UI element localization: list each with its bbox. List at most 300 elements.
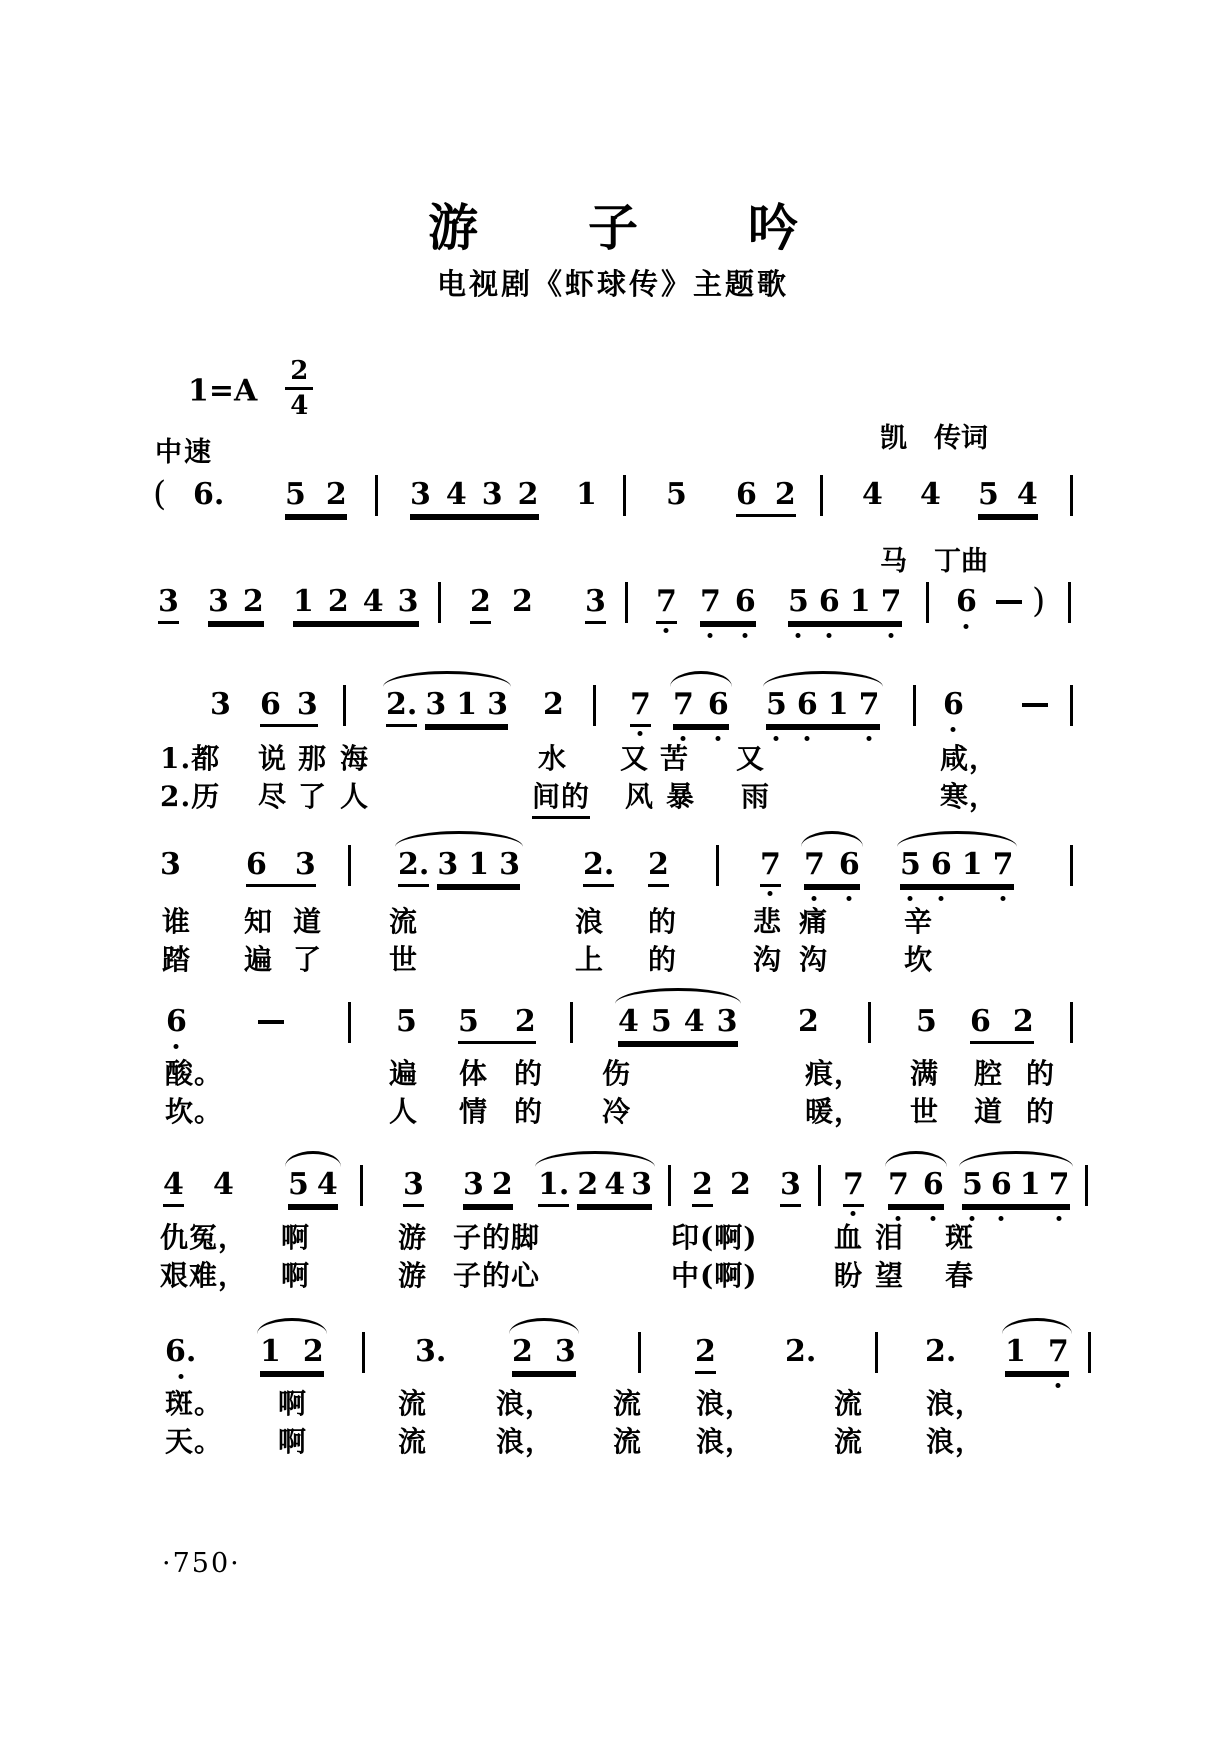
note: 7: [881, 585, 902, 619]
note: 5: [916, 1004, 937, 1039]
barline: [1070, 1002, 1073, 1043]
lyric-syllable: 酸。: [165, 1057, 224, 1090]
lyric-syllable: 咸，: [940, 742, 999, 775]
lyric-syllable: 又: [620, 742, 650, 775]
low-octave-dot: [743, 633, 748, 638]
lyric-syllable: 的: [648, 943, 678, 976]
lyric-line: [0, 1052, 1226, 1090]
note-group: [158, 585, 179, 624]
note-group: [543, 688, 564, 724]
note: 2: [325, 477, 347, 512]
lyric-syllable: 风: [625, 780, 655, 813]
lyric-syllable: 暖，: [805, 1095, 864, 1128]
lyric-syllable: 满: [910, 1057, 940, 1090]
music-line: [0, 848, 1226, 884]
note-group: [788, 585, 902, 624]
note-group: [260, 1335, 324, 1374]
slur-group: [386, 688, 508, 727]
lyric-syllable: 游: [398, 1259, 428, 1292]
lyric-syllable: 子的心: [453, 1259, 541, 1292]
note: 3: [425, 687, 447, 722]
note-group: [403, 1168, 424, 1207]
lyric-syllable: 啊: [278, 1387, 308, 1420]
lyric-syllable: 了: [298, 780, 328, 813]
lyric-syllable: 痛: [799, 905, 829, 938]
note: 6.: [165, 1335, 196, 1369]
note: 2: [242, 584, 264, 619]
note-group: [213, 1168, 234, 1204]
lyric-syllable: 情: [459, 1095, 489, 1128]
barline: [360, 1165, 363, 1206]
lyric-syllable: 浪，: [926, 1425, 985, 1458]
barline: [362, 1332, 365, 1373]
note: 1: [1019, 1167, 1041, 1202]
low-octave-dot: [768, 891, 773, 896]
song-subtitle: 电视剧《虾球传》主题歌: [436, 267, 789, 301]
note: 2: [774, 477, 796, 512]
note-group: [512, 585, 533, 621]
barline: [1088, 1332, 1091, 1373]
note: 2: [695, 1334, 716, 1369]
lyric-syllable: 的: [514, 1057, 544, 1090]
note-group: [246, 848, 316, 887]
note: 6: [923, 1168, 944, 1202]
note: 3: [554, 1334, 576, 1369]
note-group: [648, 848, 669, 887]
parenthesis-mark: ): [1032, 581, 1046, 621]
lyric-syllable: 悲: [753, 905, 783, 938]
barline: [1070, 475, 1073, 516]
note-group: [585, 585, 606, 624]
note-group: [1005, 1335, 1069, 1374]
note: 2: [512, 1334, 533, 1369]
note: 3: [403, 1167, 424, 1202]
note: 7: [804, 848, 825, 882]
time-signature-denominator: 4: [290, 391, 309, 421]
note: 2: [470, 584, 491, 619]
low-octave-dot: [174, 1044, 179, 1049]
lyric-syllable: 流: [613, 1387, 643, 1420]
note-group: [736, 478, 796, 517]
lyric-syllable: 人: [389, 1095, 419, 1128]
note: 1: [468, 847, 490, 882]
note-group: [956, 585, 977, 621]
low-octave-dot: [796, 633, 801, 638]
note: 2: [514, 1004, 536, 1039]
note: 2: [577, 1167, 599, 1202]
note: 3: [780, 1167, 801, 1202]
note: 3: [158, 584, 179, 619]
lyric-syllable: 中(啊): [671, 1259, 758, 1292]
note-group: [760, 848, 781, 887]
lyric-syllable: 斑。: [165, 1387, 224, 1420]
lyric-syllable: 的: [1026, 1095, 1056, 1128]
note: 6: [970, 1004, 991, 1039]
note-group: [293, 585, 419, 624]
note: 3: [499, 847, 520, 882]
note: 6: [839, 848, 860, 882]
note: 3: [160, 847, 181, 882]
parenthesis-mark: (: [153, 474, 167, 514]
lyric-syllable: 啊: [278, 1425, 308, 1458]
held-note-dash: [1022, 703, 1048, 707]
key-label: 1=A: [188, 373, 258, 409]
low-octave-dot: [638, 731, 643, 736]
lyric-syllable: 天。: [165, 1425, 224, 1458]
note-group: [410, 478, 539, 517]
note: 7: [1048, 1335, 1069, 1369]
lyric-syllable: 痕，: [805, 1057, 864, 1090]
note-group: [396, 1005, 417, 1041]
note: 2: [491, 1167, 513, 1202]
note: 6: [931, 848, 952, 882]
lyric-line: [0, 1254, 1226, 1292]
lyric-syllable: 又: [736, 742, 766, 775]
note: 5: [650, 1004, 672, 1039]
music-line: [0, 688, 1226, 724]
note: 2: [327, 584, 349, 619]
lyric-syllable: 2.历: [160, 780, 221, 813]
music-line: [0, 581, 1226, 621]
time-signature-numerator: 2: [285, 356, 313, 390]
barline: [926, 582, 929, 623]
note: 2.: [398, 847, 430, 882]
lyric-syllable: 世: [389, 943, 419, 976]
note: 4: [862, 477, 883, 512]
note: 6: [260, 687, 281, 722]
note: 5: [288, 1167, 309, 1202]
lyric-syllable: 泪: [875, 1221, 905, 1254]
note-group: [398, 848, 429, 887]
note: 6: [246, 847, 267, 882]
note-group: [656, 585, 677, 624]
note: 7: [700, 585, 721, 619]
music-line: [0, 474, 1226, 514]
lyric-syllable: 腔: [974, 1057, 1004, 1090]
music-line: [0, 1005, 1226, 1041]
barline: [818, 1165, 821, 1206]
lyric-line: [0, 737, 1226, 775]
note-group: [463, 1168, 513, 1207]
note: 7: [760, 848, 781, 882]
note: 5: [900, 848, 921, 882]
note: 3.: [415, 1334, 447, 1369]
note: 1: [1005, 1334, 1026, 1369]
music-line: [0, 1335, 1226, 1371]
note: 2.: [583, 847, 615, 882]
note-group: [916, 1005, 937, 1041]
note: 4: [316, 1167, 338, 1202]
note-group: [166, 1005, 187, 1041]
note: 3: [210, 687, 231, 722]
note: 7: [888, 1168, 909, 1202]
note: 6: [991, 1168, 1012, 1202]
lyric-syllable: 的: [514, 1095, 544, 1128]
barline: [438, 582, 441, 623]
lyric-syllable: 流: [613, 1425, 643, 1458]
barline: [348, 1002, 351, 1043]
lyric-syllable: 了: [293, 943, 323, 976]
lyric-syllable: 遍: [389, 1057, 419, 1090]
barline: [1068, 582, 1071, 623]
barline: [820, 475, 823, 516]
note-group: [804, 848, 860, 887]
note: 2: [692, 1167, 713, 1202]
note-group: [470, 585, 491, 624]
barline: [348, 845, 351, 886]
note-group: [583, 848, 614, 887]
note: 3: [716, 1004, 738, 1039]
note: 2: [517, 477, 539, 512]
lyric-line: [0, 900, 1226, 938]
note: 4: [445, 477, 467, 512]
time-signature: [285, 356, 313, 421]
lyric-syllable: 浪，: [496, 1425, 555, 1458]
note-group: [695, 1335, 716, 1374]
note: 6: [736, 477, 757, 512]
lyric-line: [0, 938, 1226, 976]
barline: [593, 685, 596, 726]
low-octave-dot: [664, 628, 669, 633]
lyric-syllable: 踏: [162, 943, 192, 976]
note-group: [666, 478, 687, 514]
note-group: [798, 1005, 819, 1041]
note-group: [730, 1168, 751, 1204]
lyric-syllable: 道: [974, 1095, 1004, 1128]
lyric-syllable: 流: [398, 1387, 428, 1420]
note: 1: [260, 1334, 281, 1369]
note: 2.: [785, 1334, 817, 1369]
note-group: [163, 1168, 184, 1207]
lyric-syllable: 尽: [258, 780, 288, 813]
lyric-line: [0, 1382, 1226, 1420]
lyric-syllable: 望: [875, 1259, 905, 1292]
note: 7: [1049, 1168, 1070, 1202]
note: 3: [631, 1167, 652, 1202]
lyric-syllable: 世: [910, 1095, 940, 1128]
note: 5: [978, 477, 999, 512]
note: 3: [294, 847, 316, 882]
note: 3: [410, 477, 431, 512]
note-group: [208, 585, 264, 624]
note-group: [862, 478, 883, 514]
lyric-syllable: 艰难，: [160, 1259, 248, 1292]
composer-credit: 马 丁曲: [880, 546, 988, 577]
low-octave-dot: [178, 1374, 183, 1379]
note: 1: [849, 584, 871, 619]
note: 2: [1012, 1004, 1034, 1039]
barline: [375, 475, 378, 516]
lyric-syllable: 沟: [799, 943, 829, 976]
note: 1: [827, 687, 849, 722]
note: 4: [163, 1167, 184, 1202]
note-group: [512, 1335, 576, 1374]
tempo-marking: 中速: [155, 437, 213, 468]
lyric-syllable: 游: [398, 1221, 428, 1254]
note: 4: [920, 477, 941, 512]
lyric-line: [0, 775, 1226, 813]
low-octave-dot: [827, 633, 832, 638]
note: 5: [788, 585, 809, 619]
lyric-syllable: 春: [945, 1259, 975, 1292]
barline: [1085, 1165, 1088, 1206]
note: 3: [437, 847, 459, 882]
lyric-syllable: 浪，: [696, 1425, 755, 1458]
music-line: [0, 1168, 1226, 1204]
lyric-line: [0, 1090, 1226, 1128]
note-group: [900, 848, 1014, 887]
barline: [913, 685, 916, 726]
lyric-syllable: 水: [538, 742, 568, 775]
note-group: [415, 1335, 446, 1371]
note: 5: [458, 1004, 479, 1039]
note-group: [920, 478, 941, 514]
barline: [868, 1002, 871, 1043]
note: 3: [463, 1167, 484, 1202]
note: 2: [543, 687, 564, 722]
barline: [1070, 685, 1073, 726]
lyric-syllable: 暴: [666, 780, 696, 813]
lyric-line: [0, 1420, 1226, 1458]
lyric-syllable: 的: [648, 905, 678, 938]
lyric-syllable: 道: [293, 905, 323, 938]
note: 5: [666, 477, 687, 512]
lyric-syllable: 流: [389, 905, 419, 938]
note: 6: [797, 688, 818, 722]
held-note-dash: [996, 600, 1022, 604]
note-group: [780, 1168, 801, 1207]
barline: [638, 1332, 641, 1373]
lyric-syllable: 知: [244, 905, 274, 938]
note: 5: [766, 688, 787, 722]
lyric-syllable: 间的: [532, 775, 590, 819]
note-group: [160, 848, 181, 884]
lyric-syllable: 浪，: [926, 1387, 985, 1420]
lyric-syllable: 寒，: [940, 780, 999, 813]
lyric-syllable: 坎。: [165, 1095, 224, 1128]
barline: [1070, 845, 1073, 886]
note-group: [260, 688, 318, 727]
note-group: [425, 688, 508, 727]
note: 1: [576, 477, 597, 512]
note: 1: [961, 847, 983, 882]
note-group: [210, 688, 231, 724]
lyric-syllable: 1.都: [160, 742, 221, 775]
note: 6: [166, 1005, 187, 1039]
note-group: [962, 1168, 1070, 1207]
lyric-syllable: 冷: [602, 1095, 632, 1128]
lyric-syllable: 的: [1026, 1057, 1056, 1090]
note: 2.: [925, 1334, 957, 1369]
barline: [668, 1165, 671, 1206]
song-title: 游子吟: [428, 198, 908, 257]
low-octave-dot: [964, 624, 969, 629]
note-group: [577, 1168, 652, 1207]
note-group: [700, 585, 756, 624]
note: 6.: [193, 477, 225, 512]
note-group: [458, 1005, 536, 1044]
note-group: [943, 688, 964, 724]
held-note-dash: [258, 1020, 284, 1024]
note-group: [576, 478, 597, 514]
note: 7: [993, 848, 1014, 882]
lyric-line: [0, 1216, 1226, 1254]
lyric-syllable: 印(啊): [671, 1221, 758, 1254]
note: 5: [962, 1168, 983, 1202]
lyric-syllable: 子的脚: [453, 1221, 541, 1254]
note: 3: [481, 477, 503, 512]
note: 6: [708, 688, 729, 722]
lyric-syllable: 说: [258, 742, 288, 775]
note-group: [766, 688, 880, 727]
lyric-syllable: 啊: [281, 1259, 311, 1292]
lyric-syllable: 体: [459, 1057, 489, 1090]
lyricist-credit: 凯 传词: [880, 423, 988, 454]
note: 3: [397, 584, 419, 619]
lyric-syllable: 那: [298, 742, 328, 775]
note: 2: [648, 847, 669, 882]
note: 5: [285, 477, 306, 512]
note: 6: [943, 688, 964, 722]
note: 7: [843, 1168, 864, 1202]
note-group: [618, 1005, 738, 1044]
note: 7: [630, 688, 651, 722]
lyric-syllable: 坎: [904, 943, 934, 976]
lyric-syllable: 仇冤，: [160, 1221, 248, 1254]
note-group: [165, 1335, 196, 1371]
note-group: [978, 478, 1038, 517]
lyric-syllable: 浪，: [696, 1387, 755, 1420]
lyric-syllable: 浪，: [496, 1387, 555, 1420]
note: 4: [604, 1167, 626, 1202]
note: 3: [487, 687, 508, 722]
note: 4: [683, 1004, 705, 1039]
lyric-syllable: 流: [834, 1425, 864, 1458]
barline: [716, 845, 719, 886]
note: 7: [673, 688, 694, 722]
lyric-syllable: 盼: [834, 1259, 864, 1292]
note-group: [630, 688, 651, 727]
note: 4: [618, 1004, 639, 1039]
lyric-syllable: 沟: [753, 943, 783, 976]
slur-group: [398, 848, 520, 887]
lyric-syllable: 海: [340, 742, 370, 775]
lyric-syllable: 血: [834, 1221, 864, 1254]
lyric-syllable: 上: [575, 943, 605, 976]
note: 1.: [538, 1167, 570, 1202]
note: 2: [798, 1004, 819, 1039]
barline: [875, 1332, 878, 1373]
lyric-syllable: 遍: [244, 943, 274, 976]
barline: [570, 1002, 573, 1043]
note: 4: [362, 584, 384, 619]
lyric-syllable: 人: [340, 780, 370, 813]
barline: [343, 685, 346, 726]
note: 5: [396, 1004, 417, 1039]
lyric-syllable: 啊: [281, 1221, 311, 1254]
low-octave-dot: [708, 633, 713, 638]
note: 3: [585, 584, 606, 619]
note-group: [673, 688, 729, 727]
note: 4: [1016, 477, 1038, 512]
note: 4: [213, 1167, 234, 1202]
note: 6: [735, 585, 756, 619]
note-group: [925, 1335, 956, 1371]
low-octave-dot: [951, 727, 956, 732]
lyric-syllable: 流: [398, 1425, 428, 1458]
low-octave-dot: [889, 633, 894, 638]
note: 2: [730, 1167, 751, 1202]
